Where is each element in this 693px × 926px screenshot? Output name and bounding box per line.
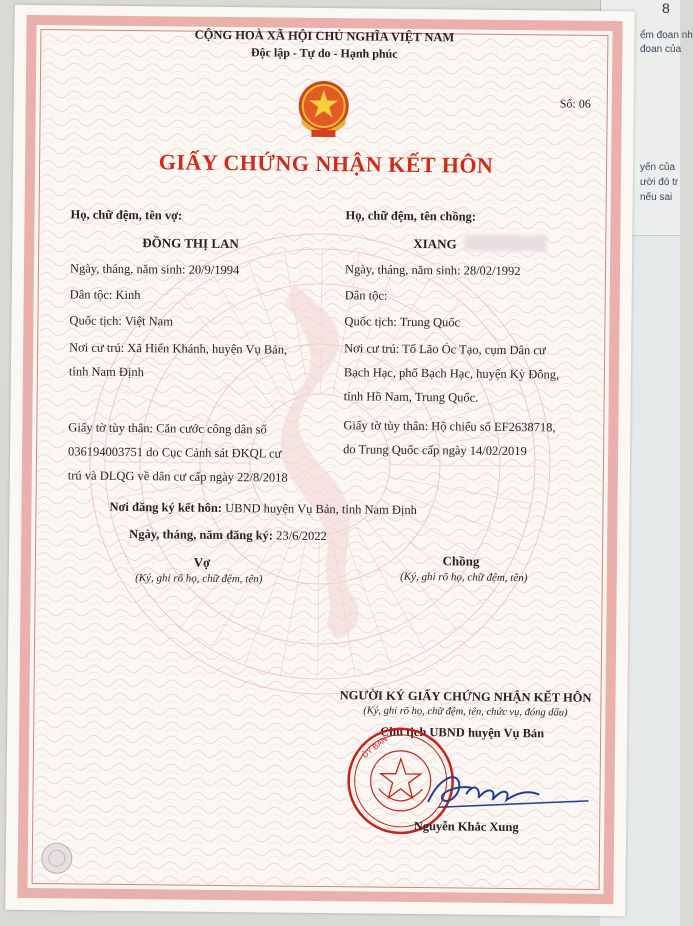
- national-motto: Độc lập - Tự do - Hạnh phúc: [250, 45, 398, 61]
- husband-dob: Ngày, tháng, năm sinh: 28/02/1992: [344, 262, 521, 279]
- registration-place-value: UBND huyện Vụ Bản, tỉnh Nam Định: [225, 501, 417, 518]
- wife-name: ĐỒNG THỊ LAN: [142, 235, 239, 252]
- husband-residence-cont: tỉnh Hồ Nam, Trung Quốc.: [343, 389, 479, 405]
- marriage-certificate: [5, 5, 634, 916]
- adjacent-paper-text: ười đó tr: [640, 177, 679, 188]
- husband-residence-cont: Bạch Hạc, phố Bạch Hạc, huyện Kỳ Đông,: [343, 365, 560, 382]
- adjacent-paper-text: nếu sai: [640, 192, 673, 203]
- wife-nationality: Quốc tịch: Việt Nam: [69, 313, 174, 329]
- husband-signature-hint: (Ký, ghi rõ họ, chữ đệm, tên): [400, 570, 528, 585]
- hologram-stamp-icon: [40, 841, 74, 875]
- wife-residence-cont: tỉnh Nam Định: [68, 364, 144, 380]
- seal-text: ỦY BAN: [360, 734, 390, 761]
- wife-signature-title: Vợ: [193, 554, 211, 570]
- registration-date: [129, 527, 327, 544]
- wife-name-label: Họ, chữ đệm, tên vợ:: [70, 207, 183, 223]
- husband-ethnicity: Dân tộc:: [344, 288, 388, 303]
- signature-icon: [418, 759, 599, 821]
- registration-date-label: Ngày, tháng, năm đăng ký:: [129, 527, 274, 543]
- national-emblem-icon: [295, 76, 352, 147]
- husband-signature-title: Chồng: [442, 553, 480, 569]
- wife-id-document: Giấy tờ tùy thân: Căn cước công dân số: [68, 420, 267, 437]
- adjacent-paper-text: đoan của: [640, 44, 682, 55]
- wife-residence: Nơi cư trú: Xã Hiển Khánh, huyện Vụ Bản,: [69, 340, 288, 357]
- wife-id-document-cont: trú và DLQG về dân cư cấp ngày 22/8/2018: [67, 468, 288, 485]
- signer-name: Nguyễn Khắc Xung: [413, 819, 519, 835]
- signer-position: Chủ tịch UBND huyện Vụ Bản: [380, 724, 545, 741]
- registration-place: [109, 500, 417, 518]
- signer-heading: NGƯỜI KÝ GIẤY CHỨNG NHẬN KẾT HÔN: [339, 688, 592, 705]
- adjacent-paper-text: yến của: [640, 162, 676, 173]
- husband-id-document-cont: do Trung Quốc cấp ngày 14/02/2019: [343, 442, 527, 459]
- signer-hint: (Ký, ghi rõ họ, chữ đệm, tên, chức vụ, đóng dấu): [363, 705, 568, 719]
- registration-place-label: Nơi đăng ký kết hôn:: [109, 499, 223, 515]
- redacted-surname: [464, 234, 546, 251]
- document-title: GIẤY CHỨNG NHẬN KẾT HÔN: [158, 149, 494, 178]
- husband-id-document: Giấy tờ tùy thân: Hộ chiếu số EF2638718,: [343, 418, 556, 435]
- adjacent-paper-text: ểm đoan nh: [640, 30, 693, 41]
- wife-id-document-cont: 036194003751 do Cục Cảnh sát ĐKQL cư: [68, 444, 282, 461]
- husband-residence: Nơi cư trú: Tổ Lão Óc Tạo, cụm Dân cư: [344, 341, 546, 358]
- husband-nationality: Quốc tịch: Trung Quốc: [344, 314, 461, 330]
- registration-date-value: 23/6/2022: [276, 528, 327, 544]
- adjacent-paper-number: 8: [662, 0, 670, 16]
- wife-dob: Ngày, tháng, năm sinh: 20/9/1994: [69, 261, 240, 278]
- wife-signature-hint: (Ký, ghi rõ họ, chữ đệm, tên): [135, 572, 263, 586]
- husband-name-label: Họ, chữ đệm, tên chồng:: [345, 208, 477, 224]
- certificate-number: Số: 06: [559, 96, 591, 111]
- wife-ethnicity: Dân tộc: Kinh: [69, 287, 141, 303]
- nation-name: CỘNG HOÀ XÃ HỘI CHỦ NGHĨA VIỆT NAM: [194, 27, 455, 45]
- husband-name: XIANG: [413, 235, 457, 252]
